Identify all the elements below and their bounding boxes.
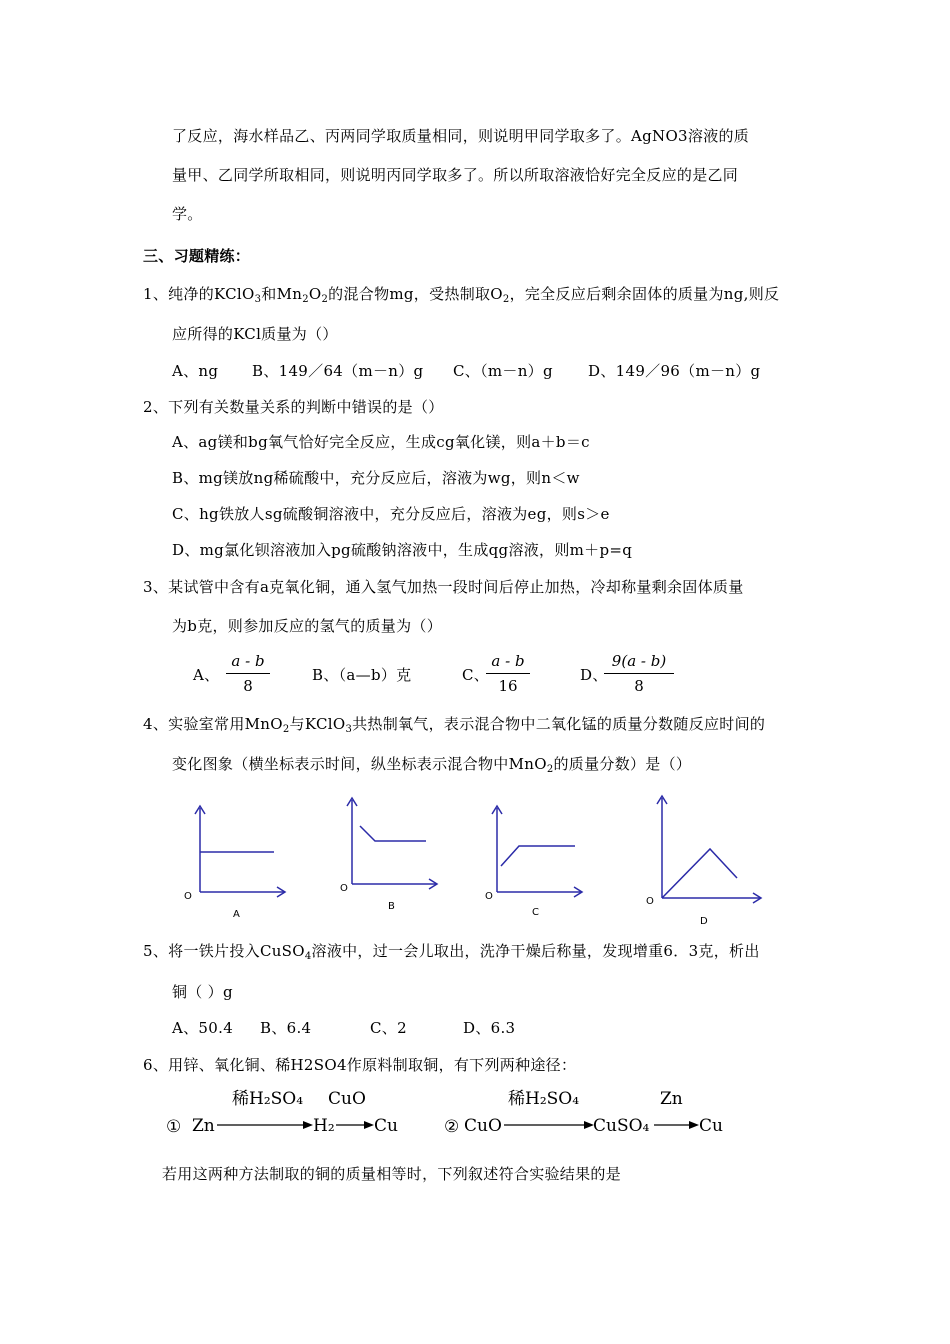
q3-option-c-label: C、	[462, 666, 490, 684]
intro-line-2: 量甲、乙同学所取相同，则说明丙同学取多了。所以所取溶液恰好完全反应的是乙同	[172, 166, 739, 184]
route-1-reagent-1: 稀H₂SO₄	[232, 1089, 304, 1109]
fraction-numerator: a - b	[491, 652, 525, 670]
fraction-numerator: a - b	[231, 652, 265, 670]
graph-d-label: D	[700, 916, 708, 927]
q1-option-d: D、149／96（m－n）g	[588, 362, 761, 380]
fraction-denominator: 16	[498, 677, 518, 695]
graph-b-curve	[360, 826, 426, 841]
graph-d-origin: O	[646, 896, 654, 907]
graph-b-origin: O	[340, 883, 348, 894]
route-1-reagent-2: CuO	[328, 1089, 366, 1109]
graph-a	[178, 800, 288, 925]
fraction-numerator: 9(a - b)	[611, 652, 667, 670]
graph-d-curve	[662, 849, 737, 898]
graph-b-label: B	[388, 901, 395, 912]
q2-stem: 2、下列有关数量关系的判断中错误的是（）	[143, 398, 444, 416]
graph-a-origin: O	[184, 891, 192, 902]
q1-option-c: C、（m－n）g	[453, 362, 553, 380]
q2-option-a: A、ag镁和bg氧气恰好完全反应，生成cg氧化镁，则a＋b＝c	[172, 433, 590, 451]
q5-stem-line-2: 铜（ ）g	[172, 983, 233, 1001]
q5-option-b: B、6.4	[260, 1019, 312, 1037]
q3-stem-line-1: 3、某试管中含有a克氧化铜，通入氢气加热一段时间后停止加热，冷却称量剩余固体质量	[143, 578, 744, 596]
graph-b	[330, 792, 440, 917]
route-1-start: Zn	[192, 1116, 215, 1136]
q2-option-d: D、mg氯化钡溶液加入pg硫酸钠溶液中，生成qg溶液，则m＋p=q	[172, 541, 633, 559]
reaction-routes	[160, 1080, 780, 1140]
q1-option-a: A、ng	[172, 362, 219, 380]
graph-c-origin: O	[485, 891, 493, 902]
intro-line-3: 学。	[172, 205, 203, 223]
route-1-intermediate: H₂	[313, 1116, 335, 1136]
q5-option-d: D、6.3	[463, 1019, 516, 1037]
q6-tail: 若用这两种方法制取的铜的质量相等时，下列叙述符合实验结果的是	[162, 1165, 622, 1183]
graph-d	[640, 790, 765, 930]
graph-c	[475, 800, 585, 925]
q3-option-a-fraction	[226, 652, 270, 695]
route-2-intermediate: CuSO₄	[593, 1116, 650, 1136]
fraction-denominator: 8	[634, 677, 644, 695]
route-1-number: ①	[166, 1117, 182, 1137]
intro-line-1: 了反应，海水样品乙、丙两同学取质量相同，则说明甲同学取多了。AgNO3溶液的质	[172, 127, 750, 145]
route-2-reagent-1: 稀H₂SO₄	[508, 1089, 580, 1109]
q3-option-a-label: A、	[193, 666, 220, 684]
q5-option-c: C、2	[370, 1019, 407, 1037]
graph-a-label: A	[233, 909, 240, 920]
q1-stem-line-1: 1、纯净的KClO$_3$和$Mn_2O_2$的混合物mg，受热制取$O_2$，完全反应后剩余固体的质量为ng,则反	[143, 285, 780, 305]
q2-option-b: B、mg镁放ng稀硫酸中，充分反应后，溶液为wg，则n＜w	[172, 469, 580, 487]
route-1-product: Cu	[374, 1116, 398, 1136]
q3-stem-line-2: 为b克，则参加反应的氢气的质量为（）	[172, 617, 443, 635]
q5-option-a: A、50.4	[172, 1019, 234, 1037]
q5-stem-line-1: 5、将一铁片投入CuSO$_4$溶液中，过一会儿取出，洗净干燥后称量，发现增重6．3克，析出	[143, 942, 760, 962]
q1-stem-line-2: 应所得的KCl质量为（）	[172, 325, 338, 343]
q1-option-b: B、149／64（m－n）g	[252, 362, 424, 380]
graph-c-curve	[501, 846, 575, 866]
route-2-reagent-2: Zn	[660, 1089, 683, 1109]
section-title: 三、习题精练：	[143, 247, 251, 265]
q3-option-b: B、（a—b）克	[312, 666, 412, 684]
route-2-number: ②	[444, 1117, 460, 1137]
q3-option-c-fraction	[486, 652, 530, 695]
route-2-product: Cu	[699, 1116, 723, 1136]
graph-c-label: C	[532, 907, 539, 918]
q4-stem-line-2: 变化图象（横坐标表示时间，纵坐标表示混合物中MnO$_2$的质量分数）是（）	[172, 755, 692, 775]
q3-option-d-label: D、	[580, 666, 608, 684]
fraction-denominator: 8	[243, 677, 253, 695]
q4-stem-line-1: 4、实验室常用MnO$_2$与KClO$_3$共热制氧气，表示混合物中二氧化锰的质量分数随反应时间的	[143, 715, 766, 735]
q2-option-c: C、hg铁放人sg硫酸铜溶液中，充分反应后，溶液为eg，则s＞e	[172, 505, 610, 523]
q3-option-d-fraction	[604, 652, 674, 695]
route-2-start: CuO	[464, 1116, 502, 1136]
q6-stem: 6、用锌、氧化铜、稀H2SO4作原料制取铜，有下列两种途径：	[143, 1056, 577, 1074]
